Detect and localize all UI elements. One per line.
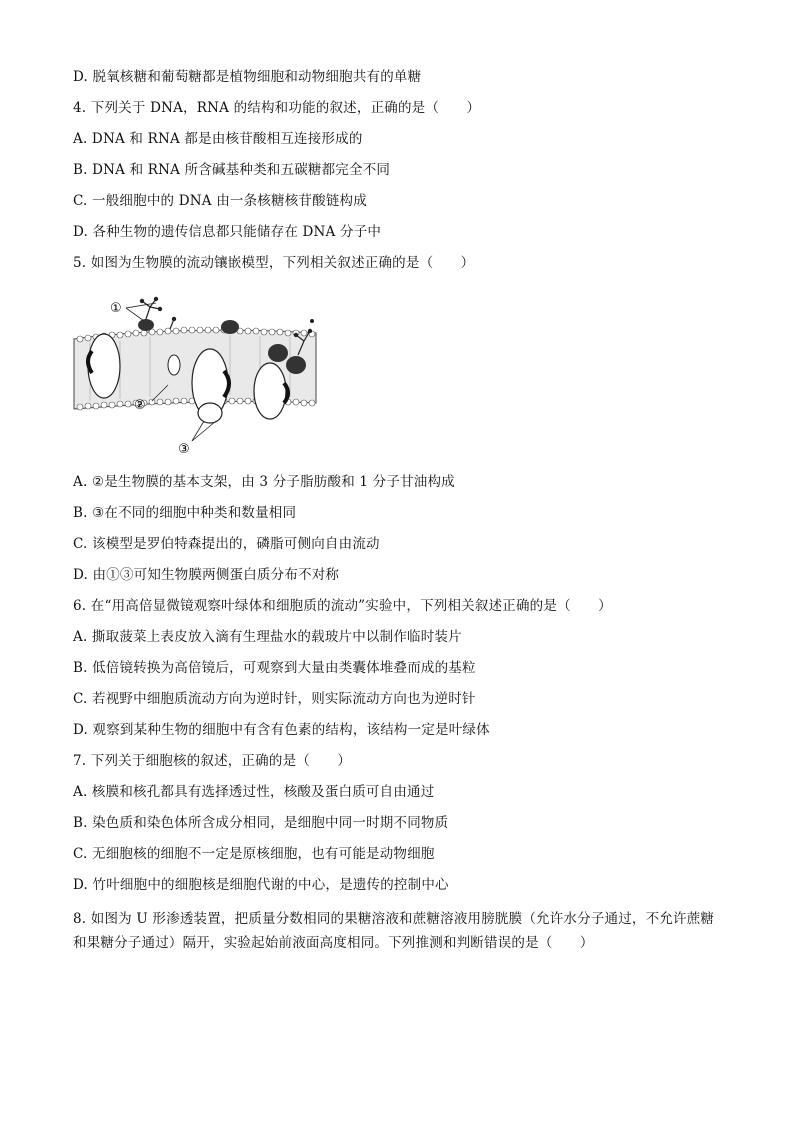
option-6d: D. 观察到某种生物的细胞中有含有色素的结构，该结构一定是叶绿体 <box>73 722 490 738</box>
option-5c: C. 该模型是罗伯特森提出的，磷脂可侧向自由流动 <box>73 536 380 552</box>
option-5b: B. ③在不同的细胞中种类和数量相同 <box>73 505 297 521</box>
option-6b: B. 低倍镜转换为高倍镜后，可观察到大量由类囊体堆叠而成的基粒 <box>73 660 476 676</box>
option-6c: C. 若视野中细胞质流动方向为逆时针，则实际流动方向也为逆时针 <box>73 691 476 707</box>
label-3: ③ <box>178 442 190 457</box>
option-4b: B. DNA 和 RNA 所含碱基种类和五碳糖都完全不同 <box>73 162 391 178</box>
question-7: 7. 下列关于细胞核的叙述，正确的是（ ） <box>73 753 352 769</box>
option-4a: A. DNA 和 RNA 都是由核苷酸相互连接形成的 <box>73 131 363 147</box>
option-7a: A. 核膜和核孔都具有选择透过性，核酸及蛋白质可自由通过 <box>73 784 435 800</box>
option-4c: C. 一般细胞中的 DNA 由一条核糖核苷酸链构成 <box>73 193 367 209</box>
option-5d: D. 由①③可知生物膜两侧蛋白质分布不对称 <box>73 567 340 583</box>
membrane-model-figure <box>70 291 320 461</box>
question-4: 4. 下列关于 DNA，RNA 的结构和功能的叙述，正确的是（ ） <box>73 100 481 116</box>
option-4d: D. 各种生物的遗传信息都只能储存在 DNA 分子中 <box>73 224 382 240</box>
option-7b: B. 染色质和染色体所含成分相同，是细胞中同一时期不同物质 <box>73 815 449 831</box>
label-2: ② <box>134 398 146 413</box>
question-8: 8. 如图为 U 形渗透装置，把质量分数相同的果糖溶液和蔗糖溶液用膀胱膜（允许水分子通过，不允许蔗糖和果糖分子通过）隔开，实验起始前液面高度相同。下列推测和判断错误的是（ ） <box>73 911 715 951</box>
option-6a: A. 撕取菠菜上表皮放入滴有生理盐水的载玻片中以制作临时装片 <box>73 629 462 645</box>
question-6: 6. 在“用高倍显微镜观察叶绿体和细胞质的流动”实验中，下列相关叙述正确的是（ ） <box>73 598 612 614</box>
label-1: ① <box>110 301 122 316</box>
option-3d: D. 脱氧核糖和葡萄糖都是植物细胞和动物细胞共有的单糖 <box>73 69 422 85</box>
option-5a: A. ②是生物膜的基本支架，由 3 分子脂肪酸和 1 分子甘油构成 <box>73 474 455 490</box>
question-5: 5. 如图为生物膜的流动镶嵌模型，下列相关叙述正确的是（ ） <box>73 255 475 271</box>
option-7c: C. 无细胞核的细胞不一定是原核细胞，也有可能是动物细胞 <box>73 846 435 862</box>
option-7d: D. 竹叶细胞中的细胞核是细胞代谢的中心，是遗传的控制中心 <box>73 877 449 893</box>
